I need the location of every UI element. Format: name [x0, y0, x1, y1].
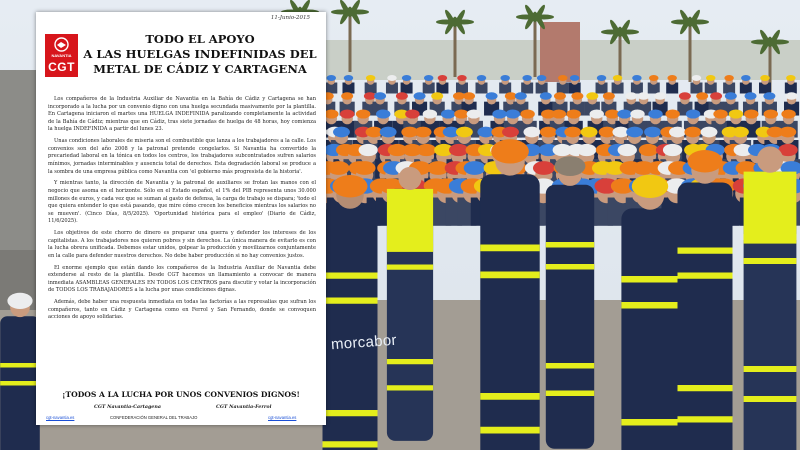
body-paragraph: Los objetivos de este chorro de dinero es preparar una guerra y defender los intereses de los capitalistas. A los trabajadores nos quieren pobres y sin derechos. La única manera de evitarlo es con la lucha obrera unificada. Debemos estar unidos, golpear la producción y movilizarnos conjuntamente en la calle para defender nuestros derechos. No debe haber producción si no hay convenios justos.	[48, 230, 316, 259]
worker-head	[386, 75, 398, 94]
signature-cartagena: CGT Navantia-Cartagena	[94, 404, 161, 410]
worker-figure	[480, 139, 539, 450]
strike-flyer	[36, 12, 326, 425]
body-paragraph: Unas condiciones laborales de miseria son el combustible que lanza a los trabajadores a la calle. Los convenios son del año 2008 y la patronal pretende congelarlos. Si Navantia ha convertido la precariedad laboral en la tónica en todos los centros, los trabajadores subcontratados sufren salarios mínimos, jornadas interminables y ausencia total de derechos. Esta degradación laboral se produce a la sombra de una empresa pública como Navantia con 'el gobierno más progresista de la historia'.	[48, 138, 316, 175]
flyer-title	[80, 32, 320, 77]
cgt-logo	[45, 34, 78, 77]
worker-figure	[0, 293, 40, 450]
worker-head	[365, 75, 377, 94]
worker-head	[499, 75, 511, 94]
worker-head	[401, 75, 413, 94]
worker-figure	[744, 146, 797, 450]
worker-head	[569, 75, 581, 94]
worker-head	[476, 75, 488, 94]
logo-subtitle: NAVANTIA	[51, 53, 72, 58]
flyer-date: 11-Junio-2015	[270, 15, 310, 21]
photo-watermark: morcabor	[330, 331, 398, 354]
footer-confederation: CONFEDERACIÓN GENERAL DEL TRABAJO	[110, 415, 198, 420]
worker-figure	[621, 175, 678, 450]
body-paragraph: Y mientras tanto, la dirección de Navantia y la patronal de auxiliares se frotan las manos con el negocio que asoma en el horizonte. Sólo en el Estado español, el 1% del PIB representa unos 30.000 millones de euros, y cada vez que se suman al gasto de defensa, la carga de trabajo se dispara; 'todo el que quiera entender lo que está pasando, que mire cómo crecen los beneficios mientras los salarios no se mueven'. (Cinco Días, 8/5/2025). 'Oportunidad histórica para el empleo' (Diario de Cádiz, 11/6/2025).	[48, 180, 316, 225]
flyer-closing-slogan: ¡TODOS A LA LUCHA POR UNOS CONVENIOS DIGNOS!	[62, 390, 300, 399]
flyer-body	[48, 96, 316, 326]
title-line-3: METAL DE CÁDIZ Y CARTAGENA	[93, 62, 307, 76]
worker-head	[705, 75, 717, 94]
signature-ferrol: CGT Navantia-Ferrol	[216, 404, 272, 410]
worker-head	[423, 75, 435, 94]
worker-head	[612, 75, 624, 94]
worker-figure	[678, 150, 733, 450]
worker-head	[596, 75, 608, 94]
worker-head	[785, 75, 797, 94]
worker-head	[631, 75, 643, 94]
footer-link-right[interactable]: cgt-navantia.es	[268, 415, 297, 420]
worker-head	[740, 75, 752, 94]
worker-head	[521, 75, 533, 94]
worker-head	[723, 75, 735, 94]
title-line-1: TODO EL APOYO	[145, 32, 255, 46]
body-paragraph: Además, debe haber una respuesta inmediata en todas las factorías a las represalias que sufran los compañeros, tanto en Cádiz y Cartagena como en Ferrol y San Fernando, donde se convoquen acciones de apoyo solidarias.	[48, 299, 316, 321]
worker-head	[690, 75, 702, 94]
worker-figure	[387, 167, 433, 441]
worker-figure	[323, 175, 378, 450]
worker-head	[557, 75, 569, 94]
worker-head	[325, 75, 337, 94]
body-paragraph: Los compañeros de la Industria Auxiliar de Navantia en la Bahía de Cádiz y Cartagena se han incorporado a la lucha por un convenio digno con una huelga secundada masivamente por la plantilla. En Cartagena iniciaron el martes una HUELGA INDEFINIDA paralizando completamente la actividad de la Bahía de Cádiz; mientras que en Cádiz, tras siete jornadas de huelga de 48 horas, hoy comienza la huelga INDEFINIDA a partir del lunes 23.	[48, 96, 316, 133]
worker-head	[536, 75, 548, 94]
worker-head	[666, 75, 678, 94]
body-paragraph: El enorme ejemplo que están dando los compañeros de la Industria Auxiliar de Navantia debe extenderse al resto de la plantilla. Desde CGT hacemos un llamamiento a convocar de manera inmediata ASAMBLEAS GENERALES EN TODOS LOS CENTROS para discutir y votar la incorporación de TODOS LOS TRABAJADORES a la lucha por unas condiciones dignas.	[48, 264, 316, 294]
worker-head	[436, 75, 448, 94]
worker-figure	[546, 156, 594, 449]
worker-head	[342, 75, 354, 94]
worker-head	[456, 75, 468, 94]
cgt-emblem-icon	[53, 37, 70, 52]
worker-head	[648, 75, 660, 94]
title-line-2: A LAS HUELGAS INDEFINIDAS DEL	[83, 47, 317, 61]
worker-head	[759, 75, 771, 94]
logo-brand: CGT	[48, 60, 75, 74]
footer-link-left[interactable]: cgt-navantia.es	[46, 415, 75, 420]
